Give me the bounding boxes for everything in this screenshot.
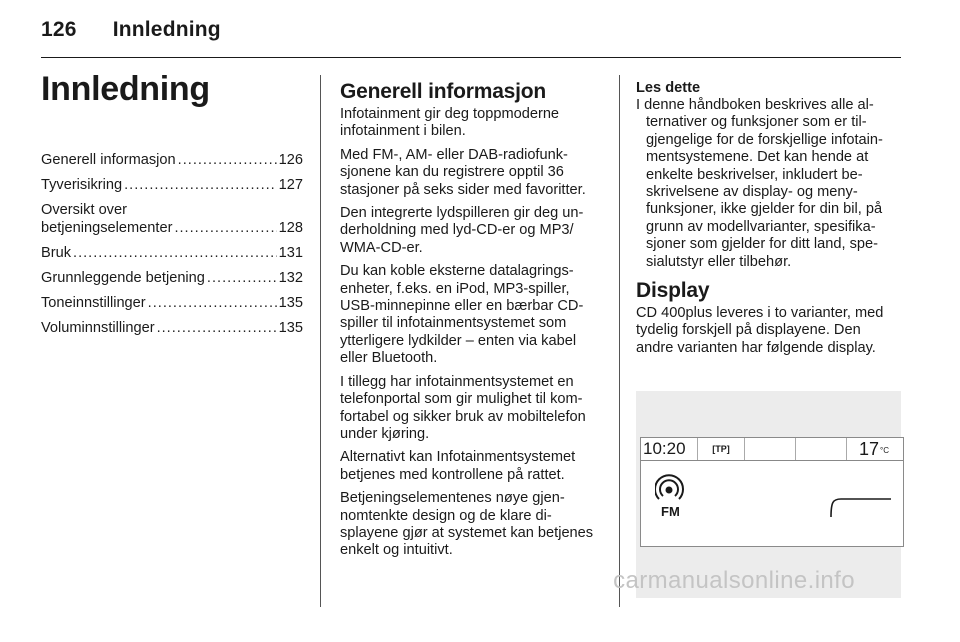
display-heading: Display — [636, 279, 710, 303]
general-paragraph: Alternativt kan Infotainmentsystemet betjenes med kontrollene på rattet. — [340, 449, 576, 483]
band-label: FM — [661, 504, 680, 519]
running-section-title: Innledning — [112, 18, 221, 41]
note-column — [636, 80, 902, 363]
toc-column — [41, 70, 303, 344]
display-photo — [613, 391, 901, 598]
toc-entry-oversikt[interactable]: Oversikt over betjeningselementer ..... 128 — [41, 201, 303, 237]
general-paragraph: I tillegg har infotainmentsystemet en telefonportal som gir mulighet til komfortabel og sikker bruk av mobiltelefon under kjøring. — [340, 373, 586, 442]
general-info-column — [340, 80, 604, 566]
general-paragraph: Den integrerte lydspilleren gir deg underholdning med lyd-CD-er og MP3/ WMA-CD-er. — [340, 205, 584, 256]
status-cell-empty — [796, 438, 847, 460]
page-number: 126 — [41, 18, 77, 41]
display-body: CD 400plus leveres i to varianter, med tydelig forskjell på displayene. Den andre varianten har følgende display. — [636, 305, 884, 356]
general-info-heading: Generell informasjon — [340, 80, 547, 103]
signal-bar-line — [829, 496, 893, 518]
toc-entry-grunnleggende-betjening[interactable]: Grunnleggende betjening ..... 132 — [41, 269, 303, 287]
toc-entry-toneinnstillinger[interactable]: Toneinnstillinger ..... 135 — [41, 294, 303, 312]
general-paragraph: Betjeningselementenes nøye gjennomtenkte design og de klare displayene gjør at systemet kan betjenes enkelt og intuitivt. — [340, 490, 594, 559]
radio-broadcast-icon — [655, 474, 689, 504]
display-clock: 10:20 — [641, 438, 698, 460]
column-divider-2 — [619, 75, 620, 607]
watermark: carmanualsonline.info — [613, 567, 855, 594]
header-rule — [41, 57, 901, 58]
general-paragraph: Du kan koble eksterne datalagringsenheter, f.eks. en iPod, MP3-spiller, USB-minnepinne eller en bærbar CD-spiller til infotainmentsystemet som ytterligere lydkilder – enten via kabel eller Bluetooth. — [340, 263, 584, 367]
traffic-program-indicator: [TP] — [698, 438, 745, 460]
column-divider-1 — [320, 75, 321, 607]
chapter-title: Innledning — [41, 70, 210, 108]
toc-entry-bruk[interactable]: Bruk ..... 131 — [41, 244, 303, 262]
radio-display-screen — [640, 437, 904, 547]
toc-entry-tyverisikring[interactable]: Tyverisikring ..... 127 — [41, 176, 303, 194]
display-status-row — [641, 438, 903, 461]
status-cell-empty — [745, 438, 796, 460]
toc-entry-generell-informasjon[interactable]: Generell informasjon ..... 126 — [41, 151, 303, 169]
note-body: I denne håndboken beskrives alle alternativer og funksjoner som er tilgjengelige for de forskjellige infotainmentsystemene. Det kan hende at enkelte beskrivelser, inkludert beskrivelsene av display- og menyfunksjoner, ikke gjelder for din bil, på grunn av modellvarianter, spesifikasjoner som gjelder for ditt land, spesialutstyr eller tilbehør. — [636, 97, 883, 270]
page-header — [41, 18, 221, 42]
toc-entry-voluminnstillinger[interactable]: Voluminnstillinger ..... 135 — [41, 319, 303, 337]
note-title: Les dette — [636, 80, 701, 96]
general-paragraph: Med FM-, AM- eller DAB-radiofunksjonene kan du registrere opptil 36 stasjoner på seks sider med favoritter. — [340, 146, 586, 198]
outside-temperature: $17^{^\circ C}$ — [858, 439, 889, 459]
general-paragraph: Infotainment gir deg toppmoderne infotainment i bilen. — [340, 106, 560, 140]
